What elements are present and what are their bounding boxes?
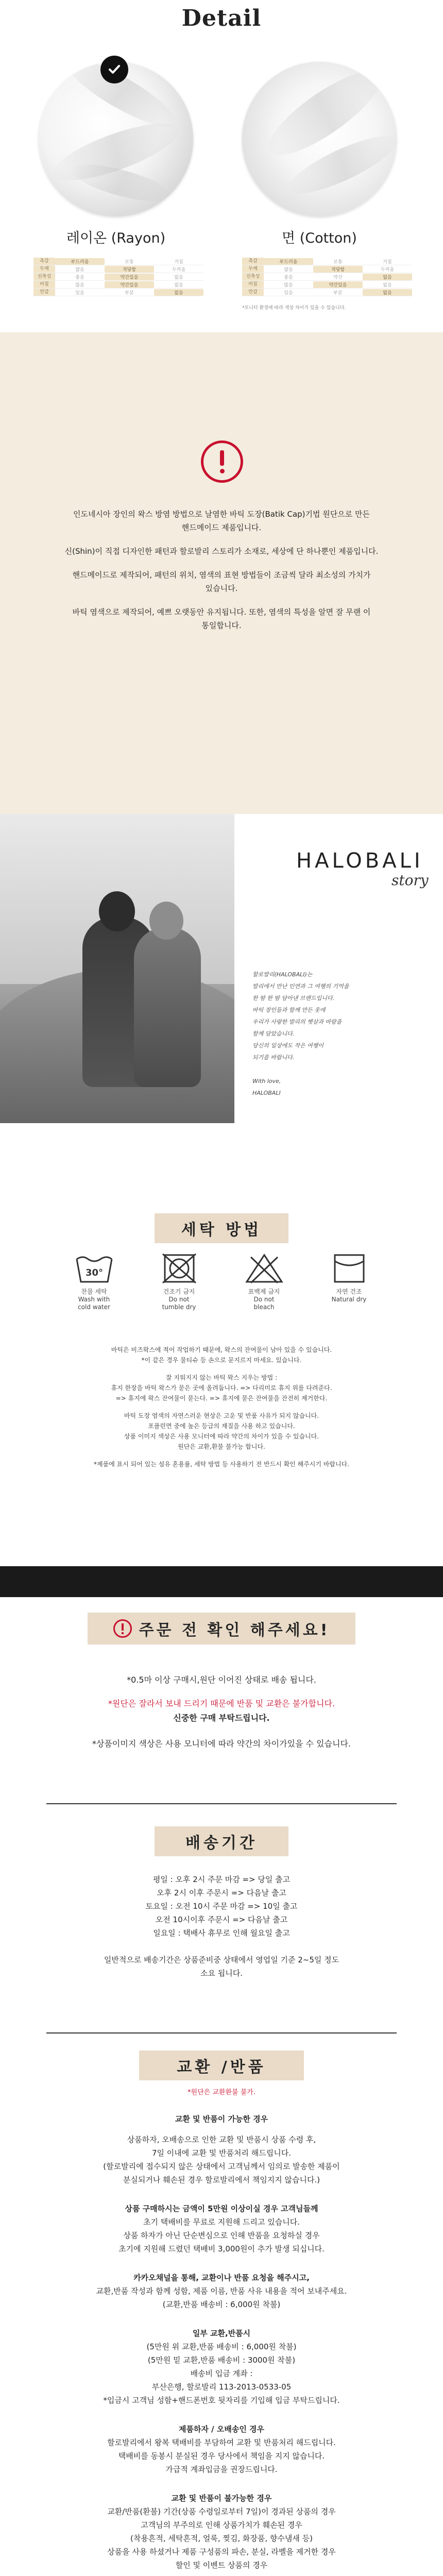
spec-row: 촉감 부드러움 보통 거침 xyxy=(33,258,203,265)
svg-text:30°: 30° xyxy=(85,1267,103,1278)
separator-line xyxy=(46,1803,397,1804)
confirm-title-box xyxy=(88,1613,355,1645)
spec-row: 두께 얇음 적당함 두꺼움 xyxy=(242,265,412,273)
separator-line xyxy=(46,2032,397,2033)
shipping-title: 배송기간 xyxy=(155,1826,288,1856)
notice-section xyxy=(0,332,443,814)
spec-row: 신축성 좋음 약간있음 없음 xyxy=(33,273,203,281)
spec-row: 안감 있음 부분 없음 xyxy=(33,289,203,296)
confirm-text: *0.5마 이상 구매시,원단 이어진 상태로 배송 됩니다. *원단은 잘라서 보내 드리기 때문에 반품 및 교환은 불가합니다. 신중한 구매 부탁드립니다. *상품이미지 색상은 사용 모니터에 따라 약간의 차이가있을 수 있습니다. xyxy=(92,1675,351,1749)
shipping-text: 평일 : 오후 2시 주문 마감 => 당일 출고 오후 2시 이후 주문시 => 다음날 출고 토요일 : 오전 10시 주문 마감 => 10일 출고 오전 10시이후 주문시 => 다음날 출고 일요일 : 택배사 휴무로 인해 월요일 출고 일반적으로 배송기간은 상품준비중 상태에서 영업일 기준 2~5일 정도 소요 됩니다. xyxy=(104,1875,339,1978)
cotton-label: 면 (Cotton) xyxy=(282,230,357,246)
wash-title: 세탁 방법 xyxy=(155,1213,288,1243)
section-divider xyxy=(0,1566,443,1597)
story-subtitle: story xyxy=(391,872,429,889)
notice-paragraph: 인도네시아 장인의 왁스 방염 방법으로 날염한 바틱 도장(Batik Cap)기법 원단으로 만든 핸드메이드 제품입니다. xyxy=(73,510,370,532)
spec-row: 두께 얇음 적당함 두꺼움 xyxy=(33,265,203,273)
cotton-fabric-image xyxy=(242,62,397,216)
spec-row: 안감 있음 부분 없음 xyxy=(242,289,412,296)
story-text: 할로발리(HALOBALI)는 발리에서 만난 인연과 그 여행의 기억을 한 땀 한 땀 담아낸 브랜드입니다. 바틱 장인들과 함께 만든 옷에 우리가 사랑한 발리의 햇살과 바람을 함께 담았습니다. 당신의 일상에도 작은 여행이 되기를 바랍니다. With love, HALOBALI xyxy=(252,971,349,1096)
story-section xyxy=(0,814,443,1195)
exclamation-icon xyxy=(113,1619,132,1638)
exchange-title: 교환 /반품 xyxy=(139,2050,304,2080)
wash-30-icon: 30° 찬물 세탁 Wash with cold water xyxy=(66,1252,123,1311)
notice-paragraph: 신(Shin)이 직접 디자인한 패턴과 할로발리 스토리가 소재로, 세상에 단 하나뿐인 제품입니다. xyxy=(64,547,379,556)
natural-dry-icon: 자연 건조 Natural dry xyxy=(321,1252,378,1311)
wash-icons xyxy=(52,1252,391,1311)
story-brand: HALOBALI xyxy=(296,849,423,873)
no-bleach-icon: 표백제 금지 Do not bleach xyxy=(236,1252,293,1311)
rayon-label: 레이온 (Rayon) xyxy=(66,230,166,246)
wash-instructions: 바틱은 비즈왁스에 적어 작업하기 때문에, 왁스의 잔여물이 남아 있을 수 있습니다. *이 같은 경우 물티슈 등 손으로 문지르지 마세요. 있습니다. 잘 지워지지 않는 바틱 왁스 지우는 방법 : 휴지 한장을 바틱 왁스가 묻은 곳에 올려둡니다. => 다리미로 휴지 위를 다려준다. => 휴지에 왁스 잔여물이 묻는다. => 휴지에 묻은 잔여물을 잔전히 제거한다. 바틱 도장 염색의 자연스러운 현상은 고운 및 반품 사유가 되지 않습니다. 포플린면 중에 높은 등급의 재질을 사용 하고 있습니다. 상품 이미지 색상은 사용 모니터에 따라 약간의 차이가 있을 수 있습니다. 원단은 교환,환불 불가능 합니다. *제품에 표시 되어 있는 섬유 혼용률, 세탁 방법 등 사용하기 전 반드시 확인 해주시기 바랍니다. xyxy=(94,1346,349,1468)
detail-title: Detail xyxy=(181,5,262,31)
spec-note: *모니터 환경에 따라 색상 차이가 있을 수 있습니다. xyxy=(242,306,346,311)
exchange-subtitle: *원단은 교환환불 불가. xyxy=(188,2089,255,2096)
rayon-fabric-image xyxy=(39,62,193,216)
brand-story-photo xyxy=(0,814,234,1123)
spec-row: 촉감 부드러움 보통 거침 xyxy=(242,258,412,265)
spec-row: 신축성 좋음 약간 없음 xyxy=(242,273,412,281)
spec-row: 비침 많음 약간있음 없음 xyxy=(242,281,412,289)
warning-icon xyxy=(201,440,243,483)
spec-row: 비침 많음 약간있음 없음 xyxy=(33,281,203,289)
check-icon xyxy=(100,56,128,83)
notice-text xyxy=(0,507,443,642)
no-tumble-dry-icon: 건조기 금지 Do not tumble dry xyxy=(151,1252,208,1311)
exchange-text: 교환 및 반품이 가능한 경우 상품하자, 오배송으로 인한 교환 및 반품시 상품 수령 후, 7일 이내에 교환 및 반품처리 해드립니다. (할로발리에 접수되지 않은 상태에서 고객님께서 임의로 발송한 제품이 분실되거나 훼손된 경우 할로발리에서 책임지지 않습니다.) 상품 구매하시는 금액이 5만원 이상이실 경우 고객님들께 초기 택배비를 무료로 지원해 드리고 있습니다. 상품 하자가 아닌 단순변심으로 인해 반품을 요청하실 경우 초기에 지원해 드렸던 택배비 3,000원이 추가 발생 되십니다. 카카오채널을 통해, 교환이나 반품 요청을 해주시고, 교환,반품 작성과 함께 성함, 제품 이름, 반품 사유 내용을 적어 보내주세요. (교환,반품 배송비 : 6,000원 착불) 일부 교환,반품시 (5만원 위 교환,반품 배송비 : 6,000원 착불) (5만원 밑 교환,반품 배송비 : 3000원 착불) 배송비 입금 계좌 : 부산은행, 할로발리 113-2013-0533-05 *입금시 고객님 성함+핸드폰번호 뒷자리를 기입해 입금 부탁드립니다. 제품하자 / 오배송인 경우 할로발리에서 왕복 택배비를 부담하여 교환 및 반품처리 해드립니다. 택배비를 동봉시 분실된 경우 당사에서 책임을 지지 않습니다. 가급적 계좌입금을 권장드립니다. 교환 및 반품이 불가능한 경우 교환/반품(환불) 기간(상품 수령일로부터 7일)이 경과된 상품의 경우 고객님의 부주의로 인해 상품가치가 훼손된 경우 (착용흔적, 세탁흔적, 얼룩, 찢김, 화장품, 향수냄새 등) 상품을 사용 하셨거나 제품 구성품의 파손, 분실, 라벨을 제거한 경우 할인 및 이벤트 상품의 경우 xyxy=(96,2114,347,2570)
confirm-title: 주문 전 확인 해주세요! xyxy=(139,1621,330,1639)
cotton-spec-table xyxy=(242,258,412,296)
notice-paragraph: 바틱 염색으로 제작되어, 예쁘 오랫동안 유지됩니다. 또한, 염색의 특성을 알면 잘 무랜 이 통일합니다. xyxy=(72,607,371,630)
rayon-spec-table xyxy=(33,258,203,296)
notice-paragraph: 핸드메이드로 제작되어, 패턴의 위치, 염색의 표현 방법들이 조금씩 달라 최소성의 가치가 있습니다. xyxy=(72,570,371,593)
